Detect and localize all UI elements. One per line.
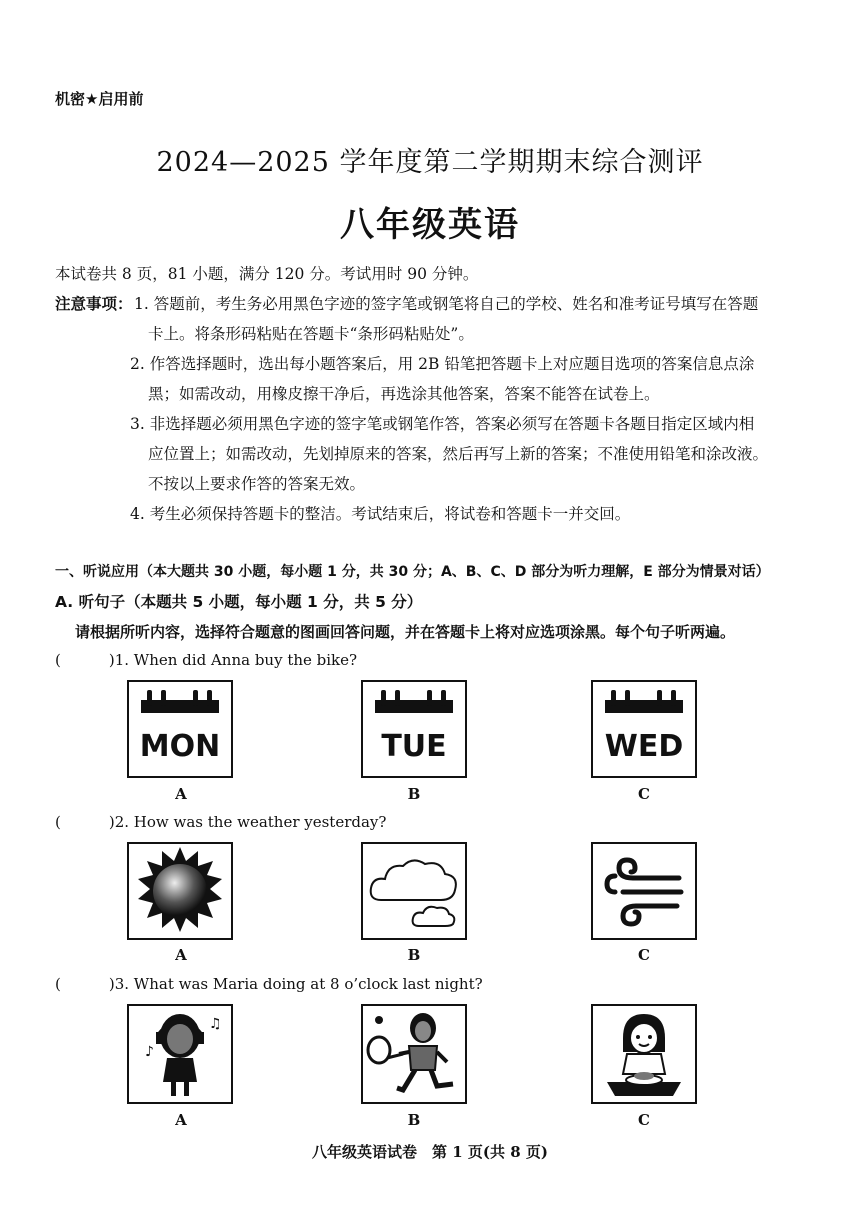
page-footer: 八年级英语试卷 第 1 页(共 8 页): [312, 1143, 548, 1161]
cloudy-icon: [363, 844, 465, 938]
question-3: [55, 975, 483, 993]
option-label-c: C: [638, 785, 650, 803]
svg-text:♫: ♫: [209, 1016, 222, 1032]
calendar-day-label: TUE: [381, 729, 447, 764]
option-picture-b: [361, 680, 467, 778]
note-line: 应位置上；如需改动，先划掉原来的答案，然后再写上新的答案；不准使用铅笔和涂改液。: [148, 445, 769, 463]
part-a-heading: A. 听句子（本题共 5 小题，每小题 1 分，共 5 分）: [55, 593, 423, 611]
question-2: [55, 813, 386, 831]
windy-icon: [593, 844, 695, 938]
listening-instruction: 请根据所听内容，选择符合题意的图画回答问题，并在答题卡上将对应选项涂黑。每个句子听两遍。: [75, 623, 736, 641]
option-picture-a: [127, 1004, 233, 1104]
option-picture-a: [127, 842, 233, 940]
answer-paren-close: ): [108, 651, 115, 669]
question-text: 1. When did Anna buy the bike?: [114, 651, 358, 669]
option-picture-c: [591, 1004, 697, 1104]
option-picture-b: [361, 842, 467, 940]
option-picture-c: [591, 680, 697, 778]
note-line: 卡上。将条形码粘贴在答题卡“条形码粘贴处”。: [148, 325, 474, 343]
confidential-mark: 机密★启用前: [55, 90, 144, 108]
option-picture-a: [127, 680, 233, 778]
option-picture-b: [361, 1004, 467, 1104]
notes-label: 注意事项：: [55, 295, 133, 313]
calendar-day-label: MON: [139, 729, 221, 764]
note-line: 黑；如需改动，用橡皮擦干净后，再选涂其他答案，答案不能答在试卷上。: [148, 385, 660, 403]
option-label-c: C: [638, 1111, 650, 1129]
answer-paren-close: ): [108, 813, 115, 831]
option-label-b: B: [407, 785, 421, 803]
subject-title: 八年级英语: [340, 205, 520, 245]
answer-paren-close: ): [108, 975, 115, 993]
note-line: 3. 非选择题必须用黑色字迹的签字笔或钢笔作答，答案必须写在答题卡各题目指定区域内相: [130, 415, 755, 433]
svg-text:♪: ♪: [145, 1044, 154, 1060]
section-heading: 一、听说应用（本大题共 30 小题，每小题 1 分，共 30 分；A、B、C、D 部分为听力理解，E 部分为情景对话）: [55, 564, 770, 580]
note-line: 4. 考生必须保持答题卡的整洁。考试结束后，将试卷和答题卡一并交回。: [130, 505, 631, 523]
question-text: 2. How was the weather yesterday?: [114, 813, 387, 831]
girl-playing-tennis-icon: [363, 1006, 465, 1102]
note-line: 不按以上要求作答的答案无效。: [148, 475, 366, 493]
note-line: 1. 答题前，考生务必用黑色字迹的签字笔或钢笔将自己的学校、姓名和准考证号填写在答题: [134, 295, 759, 313]
option-label-b: B: [407, 1111, 421, 1129]
answer-paren-open[interactable]: (: [55, 651, 61, 669]
sunny-icon: [129, 844, 231, 938]
question-1: [55, 651, 357, 669]
exam-title: 2024—2025 学年度第二学期期末综合测评: [156, 147, 704, 178]
answer-paren-open[interactable]: (: [55, 813, 61, 831]
note-line: 2. 作答选择题时，选出每小题答案后，用 2B 铅笔把答题卡上对应题目选项的答案信息点涂: [130, 355, 755, 373]
option-label-a: A: [175, 1111, 187, 1129]
calendar-day-label: WED: [604, 729, 684, 764]
option-label-a: A: [175, 785, 187, 803]
girl-listening-music-icon: [129, 1006, 231, 1102]
option-label-c: C: [638, 946, 650, 964]
option-picture-c: [591, 842, 697, 940]
answer-paren-open[interactable]: (: [55, 975, 61, 993]
option-label-a: A: [175, 946, 187, 964]
question-text: 3. What was Maria doing at 8 o’clock last night?: [114, 975, 483, 993]
girl-eating-icon: [593, 1006, 695, 1102]
option-label-b: B: [407, 946, 421, 964]
exam-intro: 本试卷共 8 页，81 小题，满分 120 分。考试用时 90 分钟。: [55, 265, 479, 283]
